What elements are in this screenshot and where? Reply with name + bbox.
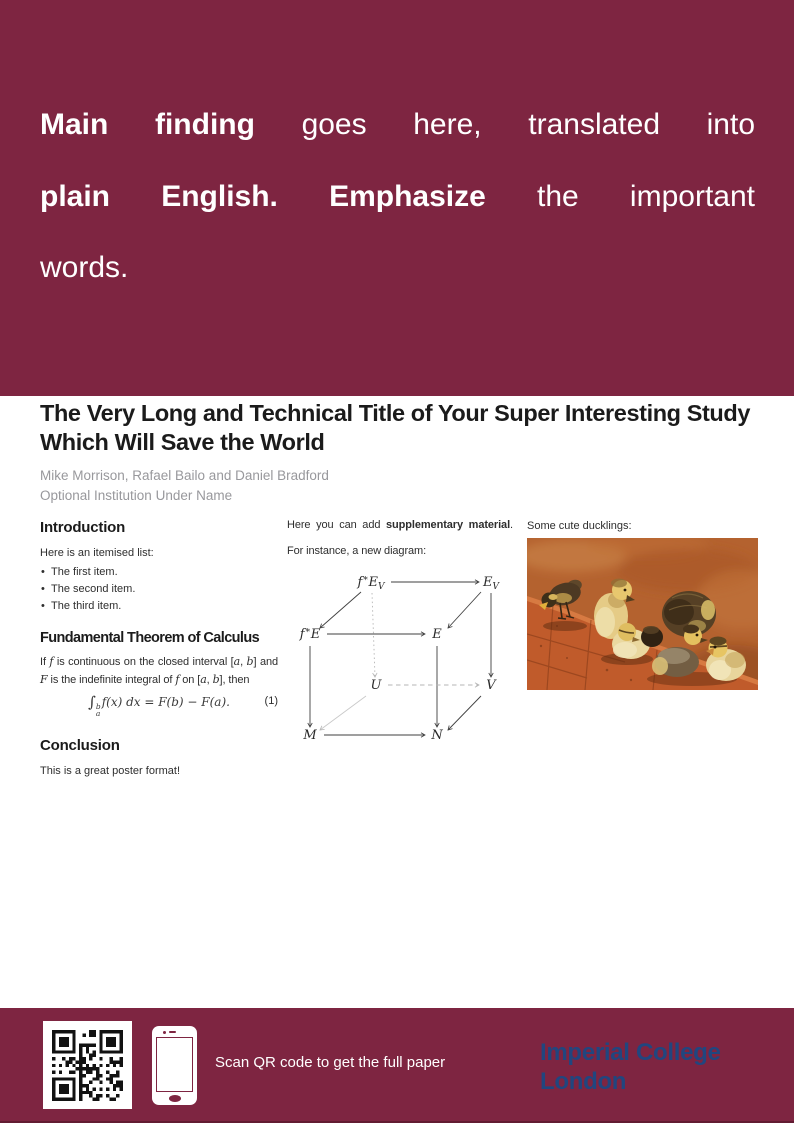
logo-line-1: Imperial College [540,1039,721,1066]
phone-camera-dot [163,1031,166,1034]
text-segment: Emphasize [329,179,486,213]
diagram-node-label: V [486,678,496,693]
column-supplementary [287,512,513,756]
institution: Optional Institution Under Name [40,487,233,503]
text-segment: b [212,673,220,686]
logo-line-2: London [540,1068,627,1095]
text-segment: , [240,656,247,668]
text-segment: goes here, translated into [254,108,756,141]
text-segment: is the indefinite integral of [47,674,176,686]
text-segment: . For instance, a new diagram: [287,519,513,557]
text-segment: f [175,673,180,686]
column-introduction [40,512,278,780]
equation-number: (1) [264,695,278,707]
diagram-node-label: M [303,728,317,743]
poster-title: The Very Long and Technical Title of Your Super Interesting Study Which Will Save the World [40,400,751,455]
title-block [40,399,764,505]
equation [40,693,278,717]
diagram-node-label: N [431,728,443,743]
list-item: • The first item. [40,564,278,581]
text-segment: , [206,674,213,686]
text-segment: supplementary material [386,519,511,531]
list-item: • The second item. [40,581,278,598]
diagram-arrow [320,696,366,730]
scan-instruction: Scan QR code to get the full paper [215,1054,446,1071]
footer-banner [0,1008,794,1123]
text-segment: ], then [219,674,250,686]
text-segment: on [ [179,674,201,686]
text-segment: plain English. [40,179,278,213]
text-segment: a [233,655,241,668]
supplementary-lead [287,512,513,564]
section-heading-theorem: Fundamental Theorem of Calculus [40,630,260,646]
theorem-statement [40,653,278,689]
authors: Mike Morrison, Rafael Bailo and Daniel Bradford [40,468,329,483]
diagram-arrow [320,592,361,628]
conclusion-text: This is a great poster format! [40,765,180,777]
ducklings-caption: Some cute ducklings: [527,520,632,532]
section-heading-introduction: Introduction [40,519,126,536]
imperial-college-logo [540,1038,721,1096]
integral-upper-limit: b [95,702,101,711]
text-segment: Main finding [40,108,255,141]
text-segment: the important [485,179,755,213]
diagram-arrow [448,696,481,730]
ducklings-photo [527,538,758,690]
introduction-lead: Here is an itemised list: [40,547,154,559]
text-segment: b [246,655,254,668]
diagram-arrow [448,592,481,628]
itemised-list [40,564,278,615]
text-segment: f [49,655,54,668]
equation-body: f(x) dx = F(b) − F(a). [101,695,230,709]
text-segment: is continuous on the closed interval [ [53,656,234,668]
tagline-line-3 [40,232,755,304]
list-item: • The third item. [40,598,278,615]
phone-speaker-dash [169,1031,176,1033]
column-ducklings [527,512,758,690]
diagram-node-label: $f^∗E_V$ [357,574,385,592]
diagram-node-label: E [432,627,442,642]
diagram-node-label: U [370,678,382,693]
commutative-cube-diagram [287,566,513,756]
smartphone-icon [152,1026,197,1105]
qr-code-box [43,1021,132,1109]
integral-sign: ∫ [88,693,96,711]
text-segment: a [200,673,207,686]
tagline-line-2 [40,161,755,233]
phone-screen [156,1037,193,1092]
diagram-arrow [372,593,375,677]
text-segment [278,180,329,213]
text-segment: ] and [253,656,278,668]
hero-banner [0,0,794,396]
text-segment: F [40,673,48,686]
section-heading-conclusion: Conclusion [40,737,120,754]
integral-lower-limit: a [95,709,101,718]
tagline-line-1 [40,89,755,161]
text-segment: If [40,656,50,668]
text-segment: Here you can add [287,519,387,531]
text-segment: words. [40,251,129,284]
integral-limits [96,703,101,717]
tagline [40,89,755,304]
diagram-node-label: f∗E [299,626,321,642]
qr-code-icon [52,1030,123,1101]
phone-home-button [169,1095,181,1102]
diagram-node-label: $E_V$ [483,575,499,592]
